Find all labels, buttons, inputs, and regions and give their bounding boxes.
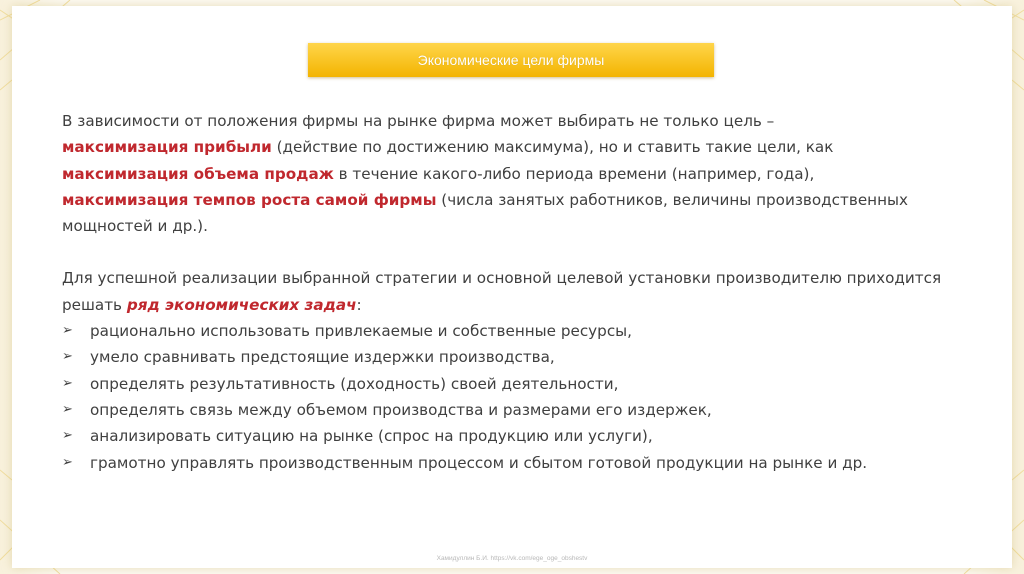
list-item: ➢ анализировать ситуацию на рынке (спрос на продукцию или услуги),: [62, 423, 962, 449]
arrow-bullet-icon: ➢: [62, 323, 73, 339]
task-list: [62, 318, 962, 476]
paragraph-tasks: Для успешной реализации выбранной стратегии и основной целевой установки производителю приходится решать ряд экономических задач:: [62, 269, 942, 314]
list-item: ➢ рационально использовать привлекаемые и собственные ресурсы,: [62, 318, 962, 344]
arrow-bullet-icon: ➢: [62, 428, 73, 444]
highlight-economic-tasks: ряд экономических задач: [126, 295, 357, 314]
list-item: ➢ определять результативность (доходность) своей деятельности,: [62, 371, 962, 397]
list-item: ➢ грамотно управлять производственным процессом и сбытом готовой продукции на рынке и др.: [62, 450, 962, 476]
arrow-bullet-icon: ➢: [62, 454, 73, 470]
slide-title-bar: [308, 43, 714, 77]
paragraph-spacer: [62, 239, 962, 265]
highlight-sales-maximization: максимизация объема продаж: [62, 164, 334, 183]
highlight-profit-maximization: максимизация прибыли: [62, 138, 272, 157]
slide-title: Экономические цели фирмы: [417, 52, 605, 68]
slide-content: [62, 108, 962, 476]
arrow-bullet-icon: ➢: [62, 375, 73, 391]
list-item: ➢ умело сравнивать предстоящие издержки производства,: [62, 344, 962, 370]
list-item: ➢ определять связь между объемом производства и размерами его издержек,: [62, 397, 962, 423]
arrow-bullet-icon: ➢: [62, 349, 73, 365]
footer-credit: Хамидуллин Б.И. https://vk.com/ege_oge_obshestv: [436, 555, 588, 562]
arrow-bullet-icon: ➢: [62, 401, 73, 417]
paragraph-goals: В зависимости от положения фирмы на рынке фирма может выбирать не только цель – максимизация прибыли (действие по достижению максимума), но и ставить такие цели, как максимизация объема продаж в течение какого-либо периода времени (например, года), максимизация темпов роста самой фирмы (числа занятых работников, величины производственных мощностей и др.).: [62, 112, 908, 236]
highlight-growth-maximization: максимизация темпов роста самой фирмы: [62, 190, 437, 209]
